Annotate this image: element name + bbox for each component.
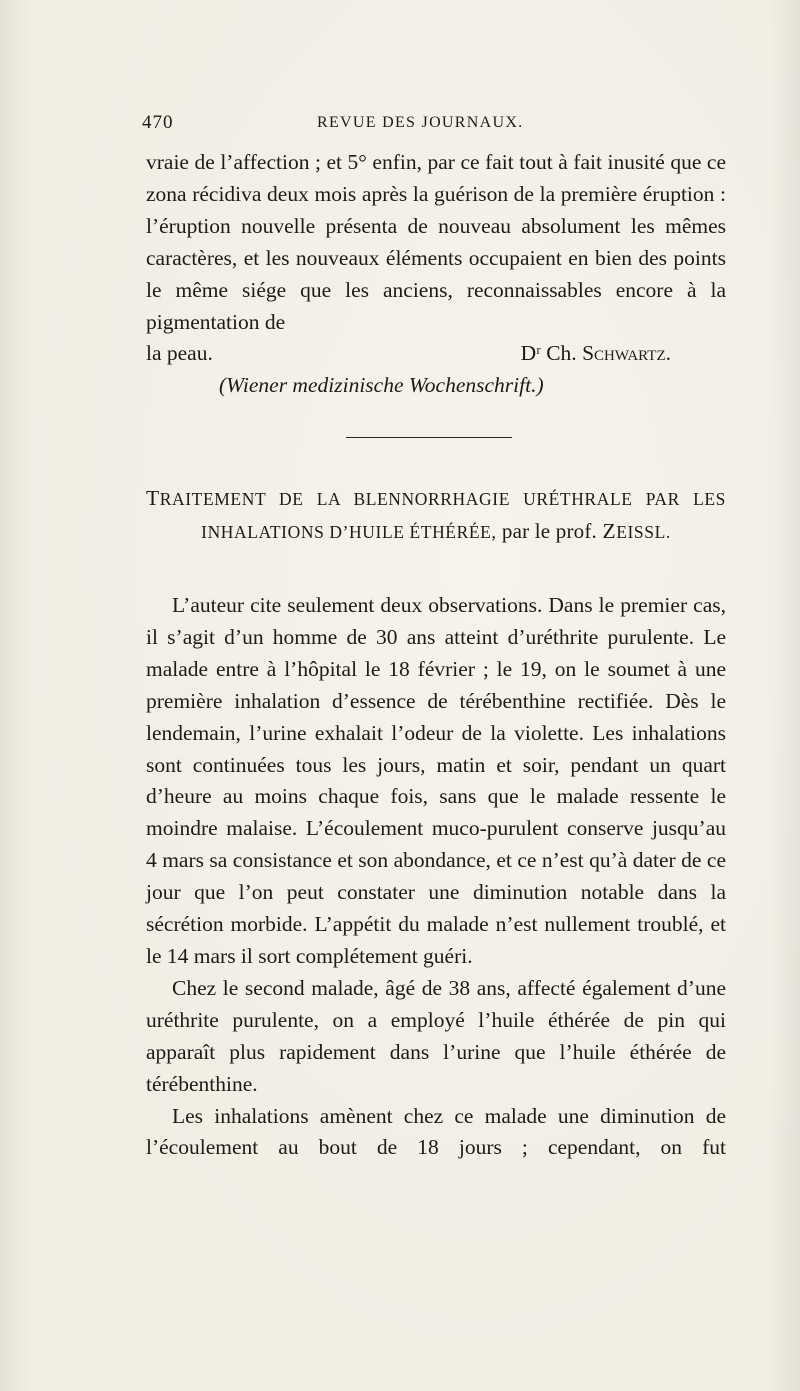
body-paragraph: Chez le second malade, âgé de 38 ans, affecté également d’une uréthrite purulente, on a employé l’huile éthérée de pin qui apparaît plus rapidement dans l’urine que l’huile éthérée de térébenthine. (146, 975, 726, 1096)
page-header (142, 112, 727, 142)
section-divider (346, 437, 512, 438)
paragraph-continued: vraie de l’affection ; et 5° enfin, par ce fait tout à fait inusité que ce zona récidiva deux mois après la guérison de la première éruption : l’éruption nouvelle présenta de nouveau absolument les mêmes caractères, et les nouveaux éléments occupaient en bien des points le même siége que les anciens, reconnaissables encore à la pigmentation de (146, 150, 726, 334)
article-title (146, 482, 726, 548)
author-initial: Z (602, 519, 617, 543)
source-citation: (Wiener medizinische Wochenschrift.) (219, 373, 544, 397)
body-paragraph: L’auteur cite seulement deux observations. Dans le premier cas, il s’agit d’un homme de 30 ans atteint d’uréthrite purulente. Le malade entre à l’hôpital le 18 février ; le 19, on le soumet à une première inhalation d’essence de térébenthine rectifiée. Dès le lendemain, l’urine exhalait l’odeur de la violette. Les inhalations sont continuées tous les jours, matin et soir, pendant un quart d’heure au moins chaque fois, sans que le malade ressente le moindre malaise. L’écoulement muco-purulent conserve jusqu’au 4 mars sa consistance et son abondance, et ce n’est qu’à dater de ce jour que l’on peut constater une diminution notable dans la sécrétion morbide. L’appétit du malade n’est nullement troublé, et le 14 mars il sort complétement guéri. (146, 593, 726, 968)
author-title: Dʳ Ch. (520, 341, 583, 366)
title-text: RAITEMENT DE LA BLENNORRHAGIE URÉTHRALE PAR LES INHALATIONS D’HUILE ÉTHÉRÉE, (159, 489, 726, 542)
page-number: 470 (142, 112, 174, 133)
article-body (146, 590, 726, 1164)
signature-line (146, 338, 726, 370)
running-head: REVUE DES JOURNAUX. (317, 114, 524, 131)
body-paragraph: Les inhalations amènent chez ce malade une diminution de l’écoulement au bout de 18 jours ; cependant, on fut (146, 1103, 726, 1160)
title-initial: T (146, 486, 160, 510)
title-author: EISSL. (616, 522, 671, 542)
author-name: Schwartz. (582, 341, 671, 366)
paragraph-last-words: la peau. (146, 341, 213, 366)
title-by: par le prof. (496, 519, 603, 543)
previous-article-ending (146, 147, 726, 370)
author-signature (521, 338, 671, 370)
